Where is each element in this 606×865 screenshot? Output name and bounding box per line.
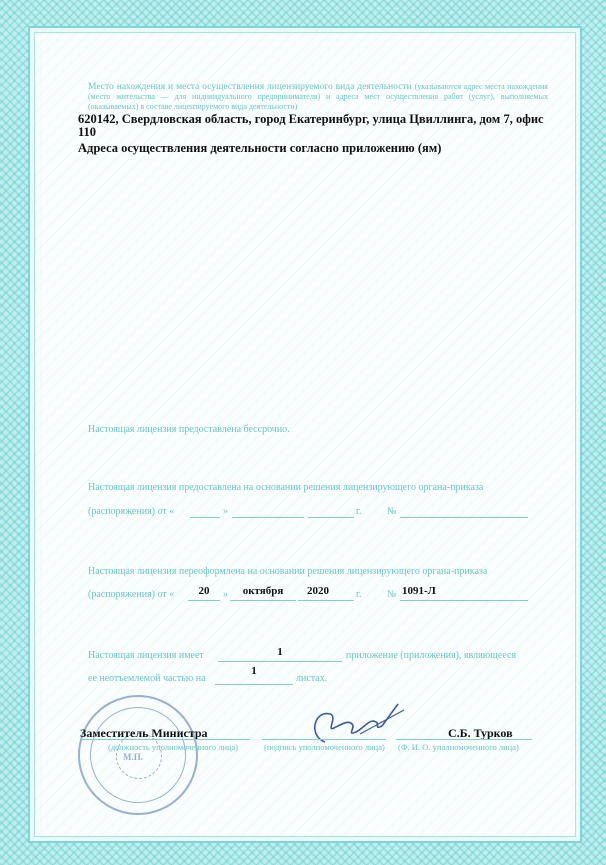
- official-stamp: [78, 695, 198, 815]
- header-note: (указываются адрес места нахождения (место жительства — для индивидуального предпринимателя) и адреса мест осуществления работ (услуг), выполняемых (оказываемых) в составе лицензируемого вида деятельности): [88, 82, 548, 111]
- reissue-day: 20: [198, 585, 210, 597]
- grant-date-label: (распоряжения) от «: [88, 506, 175, 517]
- position-note: (должность уполномоченного лица): [108, 742, 239, 752]
- appendix-sheets-line: [215, 684, 293, 685]
- signer-name: С.Б. Турков: [448, 726, 513, 740]
- grant-year-line: [308, 517, 354, 518]
- reissue-number-line: [400, 600, 528, 601]
- reissue-text: Настоящая лицензия переоформлена на основании решения лицензирующего органа-приказа: [88, 566, 488, 577]
- grant-month-line: [232, 517, 304, 518]
- sign-line: [262, 739, 386, 740]
- stamp-text: М.П.: [123, 752, 143, 762]
- grant-number-label: №: [387, 506, 397, 517]
- appendix-count: 1: [277, 646, 283, 658]
- header-label: Место нахождения и места осуществления лицензируемого вида деятельности: [88, 82, 412, 92]
- reissue-quote-close: »: [223, 589, 228, 600]
- appendix-text-1: Настоящая лицензия имеет: [88, 650, 204, 661]
- reissue-month: октября: [242, 585, 284, 597]
- appendix-text-3: ее неотъемлемой частью на: [88, 673, 206, 684]
- grant-quote-close: »: [223, 506, 228, 517]
- appendix-text-4: листах.: [296, 673, 328, 684]
- reissue-year-line: [298, 600, 354, 601]
- sign-note: (подпись уполномоченного лица): [264, 742, 385, 752]
- header-section: [88, 82, 548, 112]
- reissue-day-line: [188, 600, 220, 601]
- reissue-month-line: [230, 600, 296, 601]
- grant-day-line: [190, 517, 220, 518]
- appendix-sheets: 1: [251, 665, 257, 677]
- reissue-year: 2020: [307, 585, 329, 597]
- licensee-address: 620142, Свердловская область, город Екатеринбург, улица Цвиллинга, дом 7, офис 110: [78, 112, 544, 139]
- addresses-note: Адреса осуществления деятельности согласно приложению (ям): [78, 141, 442, 155]
- appendix-text-2: приложение (приложения), являющееся: [346, 650, 517, 661]
- validity-text: Настоящая лицензия предоставлена бессрочно.: [88, 424, 290, 435]
- name-note: (Ф. И. О. уполномоченного лица): [398, 742, 519, 752]
- reissue-year-suffix: г.: [356, 589, 362, 600]
- signer-position: Заместитель Министра: [80, 726, 208, 740]
- grant-text: Настоящая лицензия предоставлена на основании решения лицензирующего органа-приказа: [88, 482, 484, 493]
- grant-number-line: [400, 517, 528, 518]
- name-line: [396, 739, 532, 740]
- grant-year-suffix: г.: [356, 506, 362, 517]
- appendix-count-line: [218, 661, 342, 662]
- position-line: [80, 739, 250, 740]
- reissue-number-label: №: [387, 589, 397, 600]
- reissue-date-label: (распоряжения) от «: [88, 589, 175, 600]
- reissue-number: 1091-Л: [402, 585, 436, 597]
